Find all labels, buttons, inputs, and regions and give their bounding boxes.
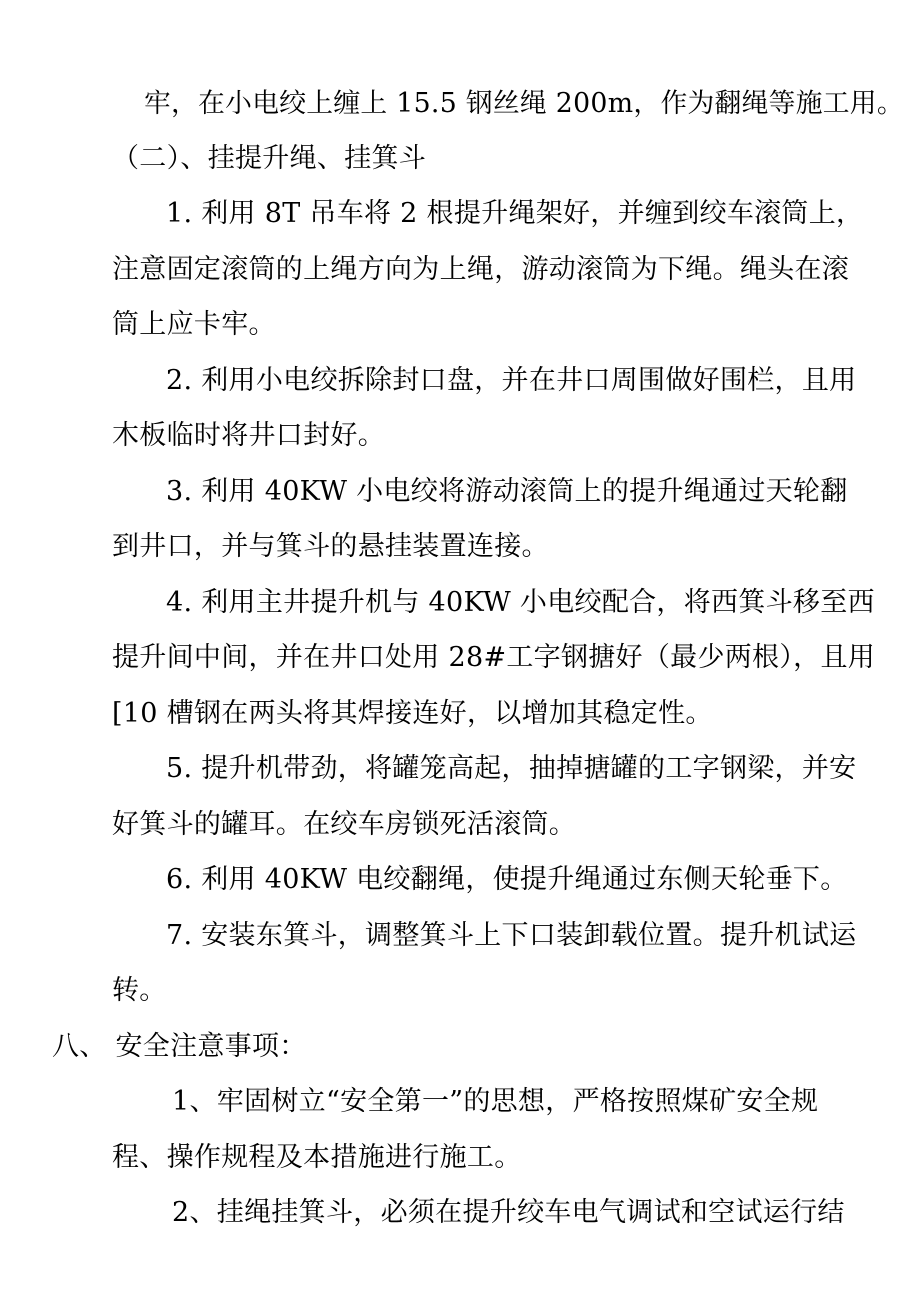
text-line: 7. 安装东箕斗，调整箕斗上下口装卸载位置。提升机试运 [166,920,857,951]
text-line: 6. 利用 40KW 电绞翻绳，使提升绳通过东侧天轮垂下。 [166,864,848,895]
text-line: 3. 利用 40KW 小电绞将游动滚筒上的提升绳通过天轮翻 [166,476,848,507]
text-line: 到井口，并与箕斗的悬挂装置连接。 [112,531,549,562]
text-line: 1. 利用 8T 吊车将 2 根提升绳架好，并缠到绞车滚筒上， [166,198,864,229]
text-line: 2. 利用小电绞拆除封口盘，并在井口周围做好围栏，且用 [166,365,857,396]
section-heading: （二）、挂提升绳、挂箕斗 [112,143,427,174]
text-line: 转。 [112,975,167,1006]
text-line: 好箕斗的罐耳。在绞车房锁死活滚筒。 [112,809,577,840]
text-line: 木板临时将井口封好。 [112,420,385,451]
text-line: 1、牢固树立“安全第一”的思想，严格按照煤矿安全规 [172,1086,819,1117]
text-line: 2、挂绳挂箕斗，必须在提升绞车电气调试和空试运行结 [172,1197,845,1228]
text-line: 4. 利用主井提升机与 40KW 小电绞配合，将西箕斗移至西 [166,587,875,618]
text-line: 程、操作规程及本措施进行施工。 [112,1142,522,1173]
text-line: 筒上应卡牢。 [112,309,276,340]
section-heading: 八、 安全注意事项： [52,1031,307,1062]
text-line: 牢，在小电绞上缠上 15.5 钢丝绳 200m，作为翻绳等施工用。 [144,88,904,119]
text-line: 注意固定滚筒的上绳方向为上绳，游动滚筒为下绳。绳头在滚 [112,254,850,285]
text-line: 提升间中间，并在井口处用 28#工字钢搪好（最少两根），且用 [112,642,876,673]
text-line: 5. 提升机带劲，将罐笼高起，抽掉搪罐的工字钢梁，并安 [166,753,857,784]
text-line: [10 槽钢在两头将其焊接连好，以增加其稳定性。 [112,698,713,729]
